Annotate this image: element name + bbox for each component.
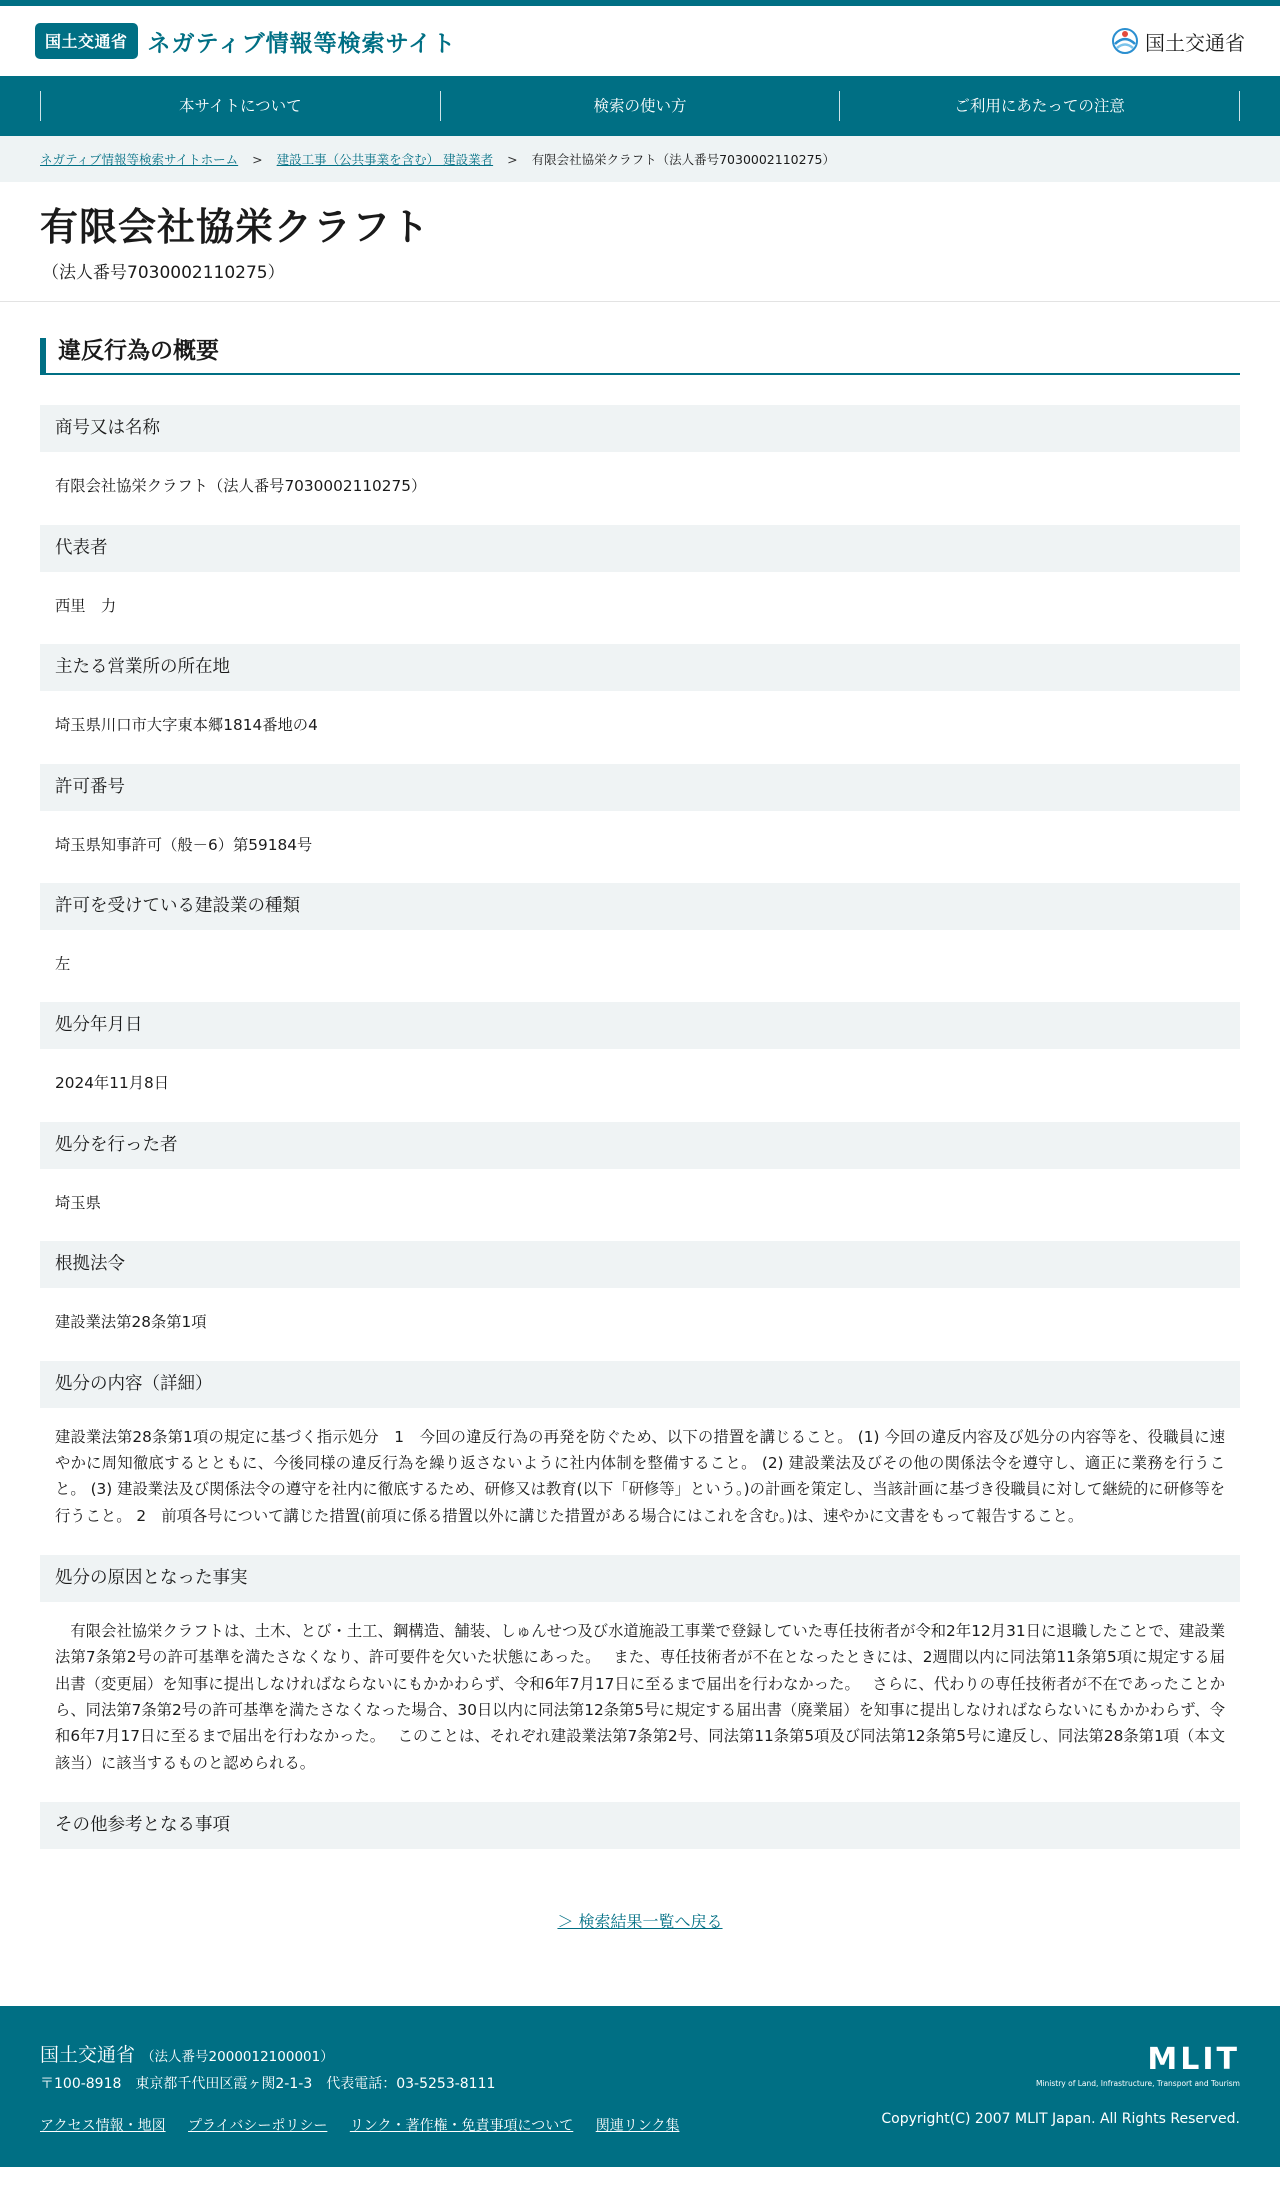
company-title-block — [0, 182, 1280, 302]
field-business-types — [40, 883, 1240, 976]
field-label: 許可を受けている建設業の種類 — [40, 883, 1240, 930]
breadcrumb-current: 有限会社協栄クラフト（法人番号7030002110275） — [531, 152, 835, 167]
footer-logo-mark: MLIT — [1147, 2041, 1240, 2077]
field-value: 埼玉県知事許可（般－6）第59184号 — [55, 835, 313, 854]
breadcrumb-category-link[interactable]: 建設工事（公共事業を含む） 建設業者 — [276, 152, 494, 167]
site-header — [0, 6, 1280, 76]
field-label: 処分を行った者 — [40, 1122, 1240, 1169]
field-disposition-date — [40, 1002, 1240, 1095]
field-value: 2024年11月8日 — [55, 1074, 170, 1093]
footer-link-access[interactable]: アクセス情報・地図 — [40, 2117, 166, 2134]
field-office-address — [40, 644, 1240, 737]
footer-link-privacy[interactable]: プライバシーポリシー — [188, 2117, 328, 2134]
field-license-number — [40, 764, 1240, 857]
back-link-wrap — [40, 1909, 1240, 1932]
field-value: 建設業法第28条第1項の規定に基づく指示処分 1 今回の違反行為の再発を防ぐため、以下の措置を講じること。 (1) 今回の違反内容及び処分の内容等を、役職員に速やかに周知徹底するとともに、今後同様の違反行為を繰り返さないように社内体制を整備すること。 (2) 建設業法及びその他の関係法令を遵守し、適正に業務を行うこと。 (3) 建設業法及び関係法令の遵守を社内に徹底するため、研修又は教育(以下「研修等」という。)の計画を策定し、当該計画に基づき役職員に対して継続的に研修等を行うこと。 2 前項各号について講じた措置(前項に係る措置以外に講じた措置がある場合にはこれを含む。)は、速やかに文書をもって報告すること。 — [55, 1427, 1225, 1525]
main-content — [0, 302, 1280, 1932]
field-representative — [40, 525, 1240, 618]
site-footer — [0, 2006, 1280, 2167]
breadcrumb-separator: > — [252, 151, 263, 167]
field-label: 根拠法令 — [40, 1241, 1240, 1288]
field-label: その他参考となる事項 — [40, 1802, 1240, 1849]
field-value: 左 — [55, 954, 71, 973]
nav-item-notes[interactable]: ご利用にあたっての注意 — [839, 91, 1240, 121]
field-value: 埼玉県川口市大字東本郷1814番地の4 — [55, 716, 318, 735]
violation-details — [40, 405, 1240, 1849]
field-value: 埼玉県 — [55, 1193, 101, 1212]
nav-item-about[interactable]: 本サイトについて — [40, 91, 440, 121]
breadcrumb-home-link[interactable]: ネガティブ情報等検索サイトホーム — [40, 152, 239, 167]
field-label: 代表者 — [40, 525, 1240, 572]
field-trade-name — [40, 405, 1240, 498]
field-value: 有限会社協栄クラフト（法人番号7030002110275） — [55, 477, 427, 496]
corp-number: （法人番号7030002110275） — [42, 262, 285, 283]
nav-item-how-to-search[interactable]: 検索の使い方 — [440, 91, 840, 121]
mlit-logo[interactable] — [1111, 26, 1245, 56]
section-heading: 違反行為の概要 — [40, 338, 1240, 376]
global-nav — [0, 76, 1280, 136]
breadcrumb — [0, 136, 1280, 182]
field-label: 処分の内容（詳細） — [40, 1361, 1240, 1408]
field-other-notes — [40, 1802, 1240, 1849]
mlit-emblem-icon — [1111, 26, 1139, 56]
field-value: 有限会社協栄クラフトは、土木、とび・土工、鋼構造、舗装、しゅんせつ及び水道施設工事業で登録していた専任技術者が令和2年12月31日に退職したことで、建設業法第7条第2号の許可基準を満たさなくなり、許可要件を欠いた状態にあった。 また、専任技術者が不在となったときには、2週間以内に同法第11条第5項に規定する届出書（変更届）を知事に提出しなければならないにもかかわらず、令和6年7月17日に至るまで届出を行わなかった。 さらに、代わりの専任技術者が不在であったことから、同法第7条第2号の許可基準を満たさなくなった場合、30日以内に同法第12条第5号に規定する届出書（廃業届）を知事に提出しなければならないにもかかわらず、令和6年7月17日に至るまで届出を行わなかった。 このことは、それぞれ建設業法第7条第2号、同法第11条第5項及び同法第12条第5号に違反し、同法第28条第1項（本文該当）に該当するものと認められる。 — [55, 1622, 1225, 1772]
field-cause-facts — [40, 1555, 1240, 1776]
footer-link-copyright[interactable]: リンク・著作権・免責事項について — [349, 2117, 574, 2134]
field-label: 許可番号 — [40, 764, 1240, 811]
footer-address: 〒100-8918 東京都千代田区霞ヶ関2-1-3 代表電話：03-5253-8111 — [40, 2075, 496, 2092]
field-label: 商号又は名称 — [40, 405, 1240, 452]
field-value: 西里 力 — [55, 596, 117, 615]
site-title: ネガティブ情報等検索サイト — [147, 30, 457, 57]
footer-logo-sub: Ministry of Land, Infrastructure, Transport and Tourism — [1035, 2078, 1240, 2088]
field-label: 処分年月日 — [40, 1002, 1240, 1049]
field-disposition-details — [40, 1361, 1240, 1529]
footer-org-name: 国土交通省 — [40, 2043, 136, 2066]
footer-org-number: （法人番号2000012100001） — [141, 2048, 334, 2065]
page-title: 有限会社協栄クラフト — [40, 205, 431, 249]
footer-link-related[interactable]: 関連リンク集 — [595, 2117, 680, 2134]
breadcrumb-separator: > — [507, 151, 518, 167]
back-to-results-link[interactable]: ＞ 検索結果一覧へ戻る — [557, 1911, 723, 1931]
ministry-badge: 国土交通省 — [35, 23, 138, 59]
footer-mlit-logo[interactable] — [1036, 2042, 1240, 2088]
field-legal-basis — [40, 1241, 1240, 1334]
field-disposing-authority — [40, 1122, 1240, 1215]
mlit-logo-text: 国土交通省 — [1145, 30, 1245, 55]
copyright: Copyright(C) 2007 MLIT Japan. All Rights Reserved. — [881, 2110, 1240, 2127]
field-label: 主たる営業所の所在地 — [40, 644, 1240, 691]
site-brand[interactable] — [35, 23, 456, 59]
field-value: 建設業法第28条第1項 — [55, 1313, 207, 1332]
field-label: 処分の原因となった事実 — [40, 1555, 1240, 1602]
